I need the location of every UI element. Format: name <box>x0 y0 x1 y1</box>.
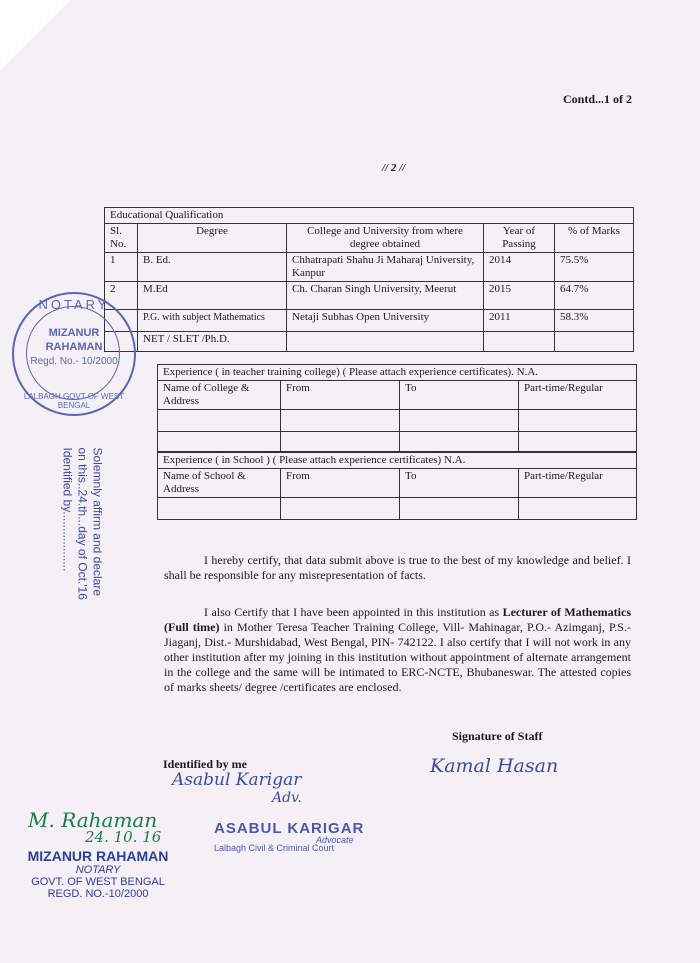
experience-school-title: Experience ( in School ) ( Please attach experience certificates) N.A. <box>158 453 637 469</box>
col-from: From <box>281 381 400 410</box>
table-row <box>105 282 634 310</box>
table-row <box>105 332 634 352</box>
notary-seal-name: MIZANUR RAHAMAN <box>27 848 169 864</box>
identified-by-label: Identified by me <box>163 757 247 771</box>
col-college: College and University from where degree obtained <box>287 224 484 253</box>
advocate-court: Lalbagh Civil & Criminal Court <box>214 843 335 853</box>
col-sl: Sl. No. <box>105 224 138 253</box>
cell-college <box>287 332 484 352</box>
declaration-text-1: I hereby certify, that data submit above is true to the best of my knowledge and belief. I shall be responsible for any misrepresentation of facts. <box>164 553 631 582</box>
cell-college: Ch. Charan Singh University, Meerut <box>287 282 484 310</box>
stamp-bottom-text: LALBAGH GOVT OF WEST BENGAL <box>23 392 125 410</box>
advocate-seal <box>214 820 364 853</box>
cell-degree: B. Ed. <box>138 253 287 282</box>
notary-seal-govt: GOVT. OF WEST BENGAL <box>31 876 165 888</box>
cell-year: 2011 <box>484 310 555 332</box>
side-stamp-line-2: on this..24.th...day of Oct.'16 <box>75 447 90 600</box>
education-title: Educational Qualification <box>105 208 634 224</box>
cell-marks <box>555 332 634 352</box>
cell-degree: P.G. with subject Mathematics <box>138 310 287 332</box>
table-row <box>105 310 634 332</box>
notary-seal <box>18 848 178 900</box>
notary-seal-regd: REGD. NO.-10/2000 <box>47 888 149 900</box>
staff-signature: Kamal Hasan <box>430 755 559 777</box>
education-header-row <box>105 224 634 253</box>
advocate-title: Advocate <box>316 835 354 845</box>
page-marker: // 2 // <box>382 162 406 174</box>
identified-initials: Adv. <box>272 790 302 806</box>
affirmation-side-stamp <box>60 448 105 708</box>
table-row <box>105 253 634 282</box>
col-to: To <box>400 381 519 410</box>
notary-round-stamp <box>12 292 136 416</box>
side-stamp-line-1: Solemnly affirm and declare <box>90 447 105 597</box>
col-year: Year of Passing <box>484 224 555 253</box>
cell-sl: 1 <box>105 253 138 282</box>
experience-college-table <box>157 364 637 452</box>
declaration-paragraph-2 <box>164 605 631 695</box>
education-table <box>104 207 634 352</box>
notary-sign-date: 24. 10. 16 <box>85 828 162 846</box>
table-row <box>158 432 637 452</box>
notary-seal-title: NOTARY <box>75 864 121 876</box>
cell-marks: 58.3% <box>555 310 634 332</box>
col-type: Part-time/Regular <box>519 381 637 410</box>
experience-college-title: Experience ( in teacher training college) ( Please attach experience certificates). N.A. <box>158 365 637 381</box>
stamp-regd: Regd. No.- 10/2000 <box>30 356 118 367</box>
col-name: Name of School & Address <box>158 469 281 498</box>
stamp-ring-text: NOTARY <box>38 297 110 312</box>
signature-of-staff-label: Signature of Staff <box>452 729 543 743</box>
cell-marks: 64.7% <box>555 282 634 310</box>
side-stamp-line-3: Identified by.................. <box>60 447 75 572</box>
notary-signature: M. Rahaman <box>28 808 158 832</box>
advocate-name: ASABUL KARIGAR <box>214 820 365 837</box>
table-row <box>158 498 637 520</box>
cell-sl: 2 <box>105 282 138 310</box>
experience-school-table <box>157 452 637 520</box>
cell-marks: 75.5% <box>555 253 634 282</box>
cell-year: 2014 <box>484 253 555 282</box>
col-marks: % of Marks <box>555 224 634 253</box>
cell-college: Netaji Subhas Open University <box>287 310 484 332</box>
cell-college: Chhatrapati Shahu Ji Maharaj University, Kanpur <box>287 253 484 282</box>
col-name: Name of College & Address <box>158 381 281 410</box>
col-degree: Degree <box>138 224 287 253</box>
col-type: Part-time/Regular <box>519 469 637 498</box>
cell-year <box>484 332 555 352</box>
page-corner-fold <box>0 0 70 70</box>
declaration-text-2a: I also Certify that I have been appointed in this institution as <box>204 605 503 619</box>
declaration-post: Lecturer of Mathematics (Full time) <box>164 605 631 634</box>
table-row <box>158 410 637 432</box>
declaration-text-2b: in Mother Teresa Teacher Training College, Vill- Mahinagar, P.O.- Azimganj, P.S.- Jiaganj, Dist.- Murshidabad, West Bengal, PIN- 742122. I also certify that I will not work in any other institution after my joining in this institution without appointment of alternate arrangement in the college and the same will be intimated to ERC-NCTE, Bhubaneswar. The attested copies of marks sheets/ degree /certificates are enclosed. <box>164 620 631 694</box>
declaration-paragraph-1 <box>164 553 631 583</box>
cell-degree: NET / SLET /Ph.D. <box>138 332 287 352</box>
experience-header-row <box>158 381 637 410</box>
continuation-note: Contd...1 of 2 <box>562 92 632 106</box>
cell-year: 2015 <box>484 282 555 310</box>
col-from: From <box>281 469 400 498</box>
identified-signature: Asabul Karigar <box>172 770 302 790</box>
stamp-name: MIZANUR RAHAMAN <box>45 327 103 353</box>
experience-header-row <box>158 469 637 498</box>
col-to: To <box>400 469 519 498</box>
cell-degree: M.Ed <box>138 282 287 310</box>
